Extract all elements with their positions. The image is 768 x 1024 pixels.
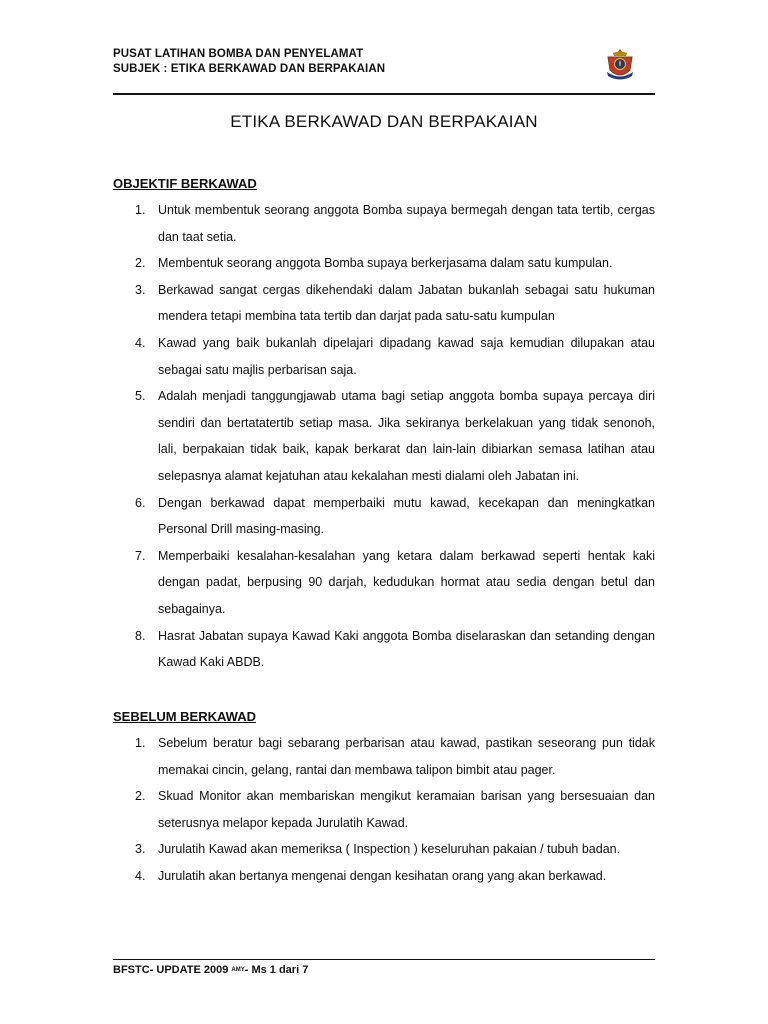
item-number: 7. bbox=[135, 548, 146, 563]
item-text: Hasrat Jabatan supaya Kawad Kaki anggota Bomba diselaraskan dan setanding dengan Kawad Kaki ABDB. bbox=[158, 628, 655, 670]
item-text: Memperbaiki kesalahan-kesalahan yang ketara dalam berkawad seperti hentak kaki dengan padat, berpusing 90 darjah, kedudukan hormat atau sedia dengan betul dan sebagainya. bbox=[158, 548, 655, 616]
item-number: 6. bbox=[135, 495, 146, 510]
fire-rescue-emblem-icon bbox=[604, 48, 636, 82]
item-number: 3. bbox=[135, 842, 146, 857]
objektif-list bbox=[113, 197, 655, 676]
list-item bbox=[113, 277, 655, 330]
item-number: 5. bbox=[135, 389, 146, 404]
list-item bbox=[113, 197, 655, 250]
item-text: Sebelum beratur bagi sebarang perbarisan atau kawad, pastikan seseorang pun tidak memakai cincin, gelang, rantai dan membawa talipon bimbit atau pager. bbox=[158, 736, 655, 777]
item-number: 2. bbox=[135, 256, 146, 271]
footer-page-number: - Ms 1 dari 7 bbox=[244, 964, 309, 976]
list-item bbox=[113, 330, 655, 383]
list-item bbox=[113, 250, 655, 277]
list-item bbox=[113, 543, 655, 623]
item-text: Dengan berkawad dapat memperbaiki mutu kawad, kecekapan dan meningkatkan Personal Drill masing-masing. bbox=[158, 495, 655, 537]
list-item bbox=[113, 383, 655, 489]
section-title-objektif: OBJEKTIF BERKAWAD bbox=[113, 176, 257, 191]
item-text: Jurulatih akan bertanya mengenai dengan kesihatan orang yang akan berkawad. bbox=[158, 868, 607, 883]
list-item bbox=[113, 836, 655, 863]
list-item bbox=[113, 490, 655, 543]
item-number: 4. bbox=[135, 868, 146, 883]
footer-mark: AMY bbox=[231, 967, 245, 974]
sebelum-list bbox=[113, 730, 655, 890]
list-item bbox=[113, 863, 655, 890]
list-item bbox=[113, 730, 655, 783]
item-text: Berkawad sangat cergas dikehendaki dalam Jabatan bukanlah sebagai satu hukuman mendera tetapi membina tata tertib dan darjat pada satu-satu kumpulan bbox=[158, 282, 655, 324]
item-text: Kawad yang baik bukanlah dipelajari dipadang kawad saja kemudian dilupakan atau sebagai satu majlis perbarisan saja. bbox=[158, 335, 655, 377]
item-text: Jurulatih Kawad akan memeriksa ( Inspection ) keseluruhan pakaian / tubuh badan. bbox=[158, 842, 621, 857]
item-text: Skuad Monitor akan membariskan mengikut keramaian barisan yang bersesuaian dan seterusnya melapor kepada Jurulatih Kawad. bbox=[158, 789, 655, 830]
item-number: 1. bbox=[135, 736, 146, 750]
item-number: 1. bbox=[135, 203, 146, 217]
item-number: 8. bbox=[135, 628, 146, 643]
item-number: 2. bbox=[135, 789, 146, 804]
header-institution: PUSAT LATIHAN BOMBA DAN PENYELAMAT bbox=[113, 48, 364, 60]
item-text: Adalah menjadi tanggungjawab utama bagi setiap anggota bomba supaya percaya diri sendiri dan bertatatertib setiap masa. Jika sekiranya berkelakuan yang tidak senonoh, lali, berpakaian tidak baik, kapak berkarat dan lain-lain dibiarkan semasa latihan atau selepasnya alamat kejatuhan atau kekalahan mesti dialami oleh Jabatan ini. bbox=[158, 389, 655, 483]
document-title: ETIKA BERKAWAD DAN BERPAKAIAN bbox=[230, 112, 538, 131]
header-subject: SUBJEK : ETIKA BERKAWAD DAN BERPAKAIAN bbox=[113, 63, 386, 75]
list-item bbox=[113, 623, 655, 676]
page-header bbox=[113, 47, 655, 95]
section-title-sebelum: SEBELUM BERKAWAD bbox=[113, 709, 257, 724]
list-item bbox=[113, 783, 655, 836]
item-number: 4. bbox=[135, 335, 146, 350]
footer-update: BFSTC- UPDATE 2009 bbox=[113, 964, 229, 976]
item-text: Untuk membentuk seorang anggota Bomba supaya bermegah dengan tata tertib, cergas dan taat setia. bbox=[158, 203, 655, 244]
item-number: 3. bbox=[135, 282, 146, 297]
page-footer bbox=[113, 959, 655, 976]
item-text: Membentuk seorang anggota Bomba supaya berkerjasama dalam satu kumpulan. bbox=[158, 256, 613, 271]
